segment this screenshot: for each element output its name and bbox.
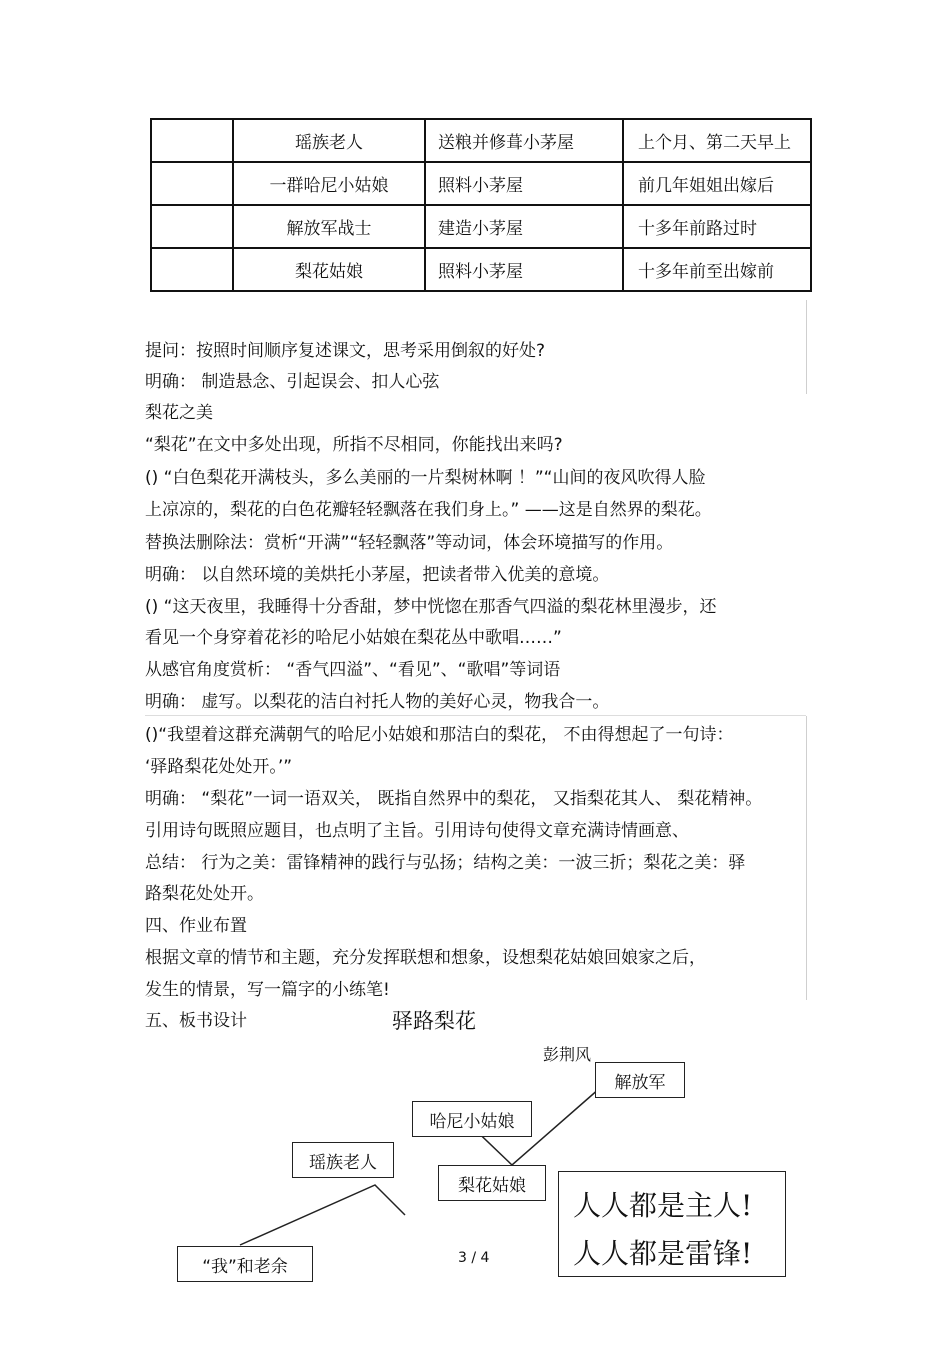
text-line: 路梨花处处开。 bbox=[145, 884, 264, 904]
text-line: 明确： 制造悬念、引起误会、扣人心弦 bbox=[145, 372, 440, 392]
motto-line-2: 人人都是雷锋! bbox=[573, 1237, 753, 1270]
table-cell: 前几年姐姐出嫁后 bbox=[623, 162, 811, 205]
text-line: 总结： 行为之美：雷锋精神的践行与弘扬；结构之美：一波三折；梨花之美：驿 bbox=[145, 853, 746, 873]
board-author: 彭荆风 bbox=[543, 1045, 592, 1064]
text-line: “梨花”在文中多处出现，所指不尽相同，你能找出来吗? bbox=[145, 435, 563, 455]
text-line: 明确： 虚写。以梨花的洁白衬托人物的美好心灵，物我合一。 bbox=[145, 692, 610, 712]
table-cell: 照料小茅屋 bbox=[425, 162, 623, 205]
box-me-and-laoyu: “我”和老余 bbox=[177, 1246, 313, 1282]
box-lihua-girl: 梨花姑娘 bbox=[438, 1165, 546, 1201]
text-line: 发生的情景，写一篇字的小练笔! bbox=[145, 980, 390, 1000]
section-heading: 四、作业布置 bbox=[145, 916, 247, 936]
table-cell: 照料小茅屋 bbox=[425, 248, 623, 291]
table-cell: 一群哈尼小姑娘 bbox=[233, 162, 425, 205]
text-line: 根据文章的情节和主题，充分发挥联想和想象，设想梨花姑娘回娘家之后， bbox=[145, 948, 706, 968]
motto-box bbox=[558, 1171, 786, 1277]
text-line: 明确： 以自然环境的美烘托小茅屋，把读者带入优美的意境。 bbox=[145, 565, 610, 585]
text-line: () “白色梨花开满枝头，多么美丽的一片梨树林啊 ！”“山间的夜风吹得人脸 bbox=[145, 468, 706, 488]
box-jiefangjun: 解放军 bbox=[595, 1062, 685, 1098]
table-cell: 十多年前路过时 bbox=[623, 205, 811, 248]
section-heading: 五、板书设计 bbox=[145, 1011, 247, 1031]
text-line: ()“我望着这群充满朝气的哈尼小姑娘和那洁白的梨花， 不由得想起了一句诗： bbox=[145, 725, 734, 745]
section-heading: 梨花之美 bbox=[145, 403, 213, 423]
table-cell: 送粮并修葺小茅屋 bbox=[425, 119, 623, 162]
text-line: ‘驿路梨花处处开。’” bbox=[145, 757, 293, 777]
text-line: 明确： “梨花”一词一语双关， 既指自然界中的梨花， 又指梨花其人、 梨花精神。 bbox=[145, 789, 763, 809]
text-line: 上凉凉的，梨花的白色花瓣轻轻飘落在我们身上。” ——这是自然界的梨花。 bbox=[145, 500, 712, 520]
box-yaozu-elder: 瑶族老人 bbox=[292, 1142, 394, 1178]
board-title: 驿路梨花 bbox=[392, 1009, 476, 1033]
table-cell: 上个月、第二天早上 bbox=[623, 119, 811, 162]
text-line: 替换法删除法：赏析“开满”“轻轻飘落”等动词，体会环境描写的作用。 bbox=[145, 533, 674, 553]
table-cell: 瑶族老人 bbox=[233, 119, 425, 162]
text-line: 从感官角度赏析： “香气四溢”、“看见”、“歌唱”等词语 bbox=[145, 660, 561, 680]
text-line: () “这天夜里，我睡得十分香甜，梦中恍惚在那香气四溢的梨花林里漫步，还 bbox=[145, 597, 717, 617]
text-line: 看见一个身穿着花衫的哈尼小姑娘在梨花丛中歌唱……” bbox=[145, 628, 562, 648]
text-line: 引用诗句既照应题目，也点明了主旨。引用诗句使得文章充满诗情画意、 bbox=[145, 821, 689, 841]
text-line: 提问：按照时间顺序复述课文，思考采用倒叙的好处? bbox=[145, 341, 546, 361]
table-cell: 十多年前至出嫁前 bbox=[623, 248, 811, 291]
motto-line-1: 人人都是主人! bbox=[573, 1189, 753, 1222]
page-number: 3 / 4 bbox=[458, 1250, 490, 1266]
box-hani-girls: 哈尼小姑娘 bbox=[412, 1101, 532, 1137]
table-cell: 解放军战士 bbox=[233, 205, 425, 248]
table-cell: 梨花姑娘 bbox=[233, 248, 425, 291]
table-cell: 建造小茅屋 bbox=[425, 205, 623, 248]
